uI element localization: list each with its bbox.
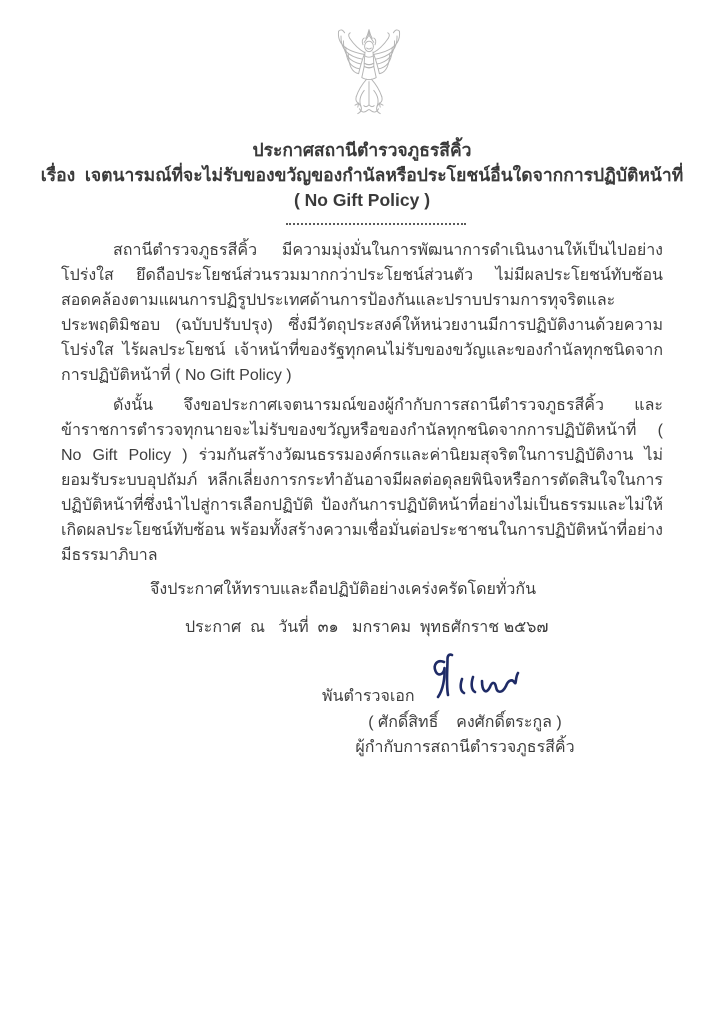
policy-name-en: ( No Gift Policy )	[293, 190, 431, 210]
closing-statement: จึงประกาศให้ทราบและถือปฏิบัติอย่างเคร่งครัดโดยทั่วกัน	[150, 581, 537, 598]
garuda-emblem-icon	[320, 28, 418, 132]
signer-position: ผู้กำกับการสถานีตำรวจภูธรสีคิ้ว	[355, 739, 575, 756]
dotted-separator	[286, 222, 466, 225]
signature-block	[0, 648, 724, 783]
paragraph-1: สถานีตำรวจภูธรสีคิ้ว มีความมุ่งมั่นในการพัฒนาการดำเนินงานให้เป็นไปอย่างโปร่งใส ยึดถือประโยชน์ส่วนรวมมากกว่าประโยชน์ส่วนตัว ไม่มีผลประโยชน์ทับซ้อน สอดคล้องตามแผนการปฏิรูปประเทศด้านการป้องกันและปราบปรามการทุจริตและประพฤติมิชอบ (ฉบับปรับปรุง) ซึ่งมีวัตถุประสงค์ให้หน่วยงานมีการปฏิบัติงานด้วยความโปร่งใส ไร้ผลประโยชน์ เจ้าหน้าที่ของรัฐทุกคนไม่รับของขวัญและของกำนัลทุกชนิดจากการปฏิบัติหน้าที่ ( No Gift Policy )	[61, 242, 663, 384]
handwritten-signature-icon	[424, 648, 524, 708]
paragraph-2: ดังนั้น จึงขอประกาศเจตนารมณ์ของผู้กำกับการสถานีตำรวจภูธรสีคิ้ว และข้าราชการตำรวจทุกนายจะไม่รับของขวัญหรือของกำนัลทุกชนิดจากการปฏิบัติหน้าที่ ( No Gift Policy ) ร่วมกันสร้างวัฒนธรรมองค์กรและค่านิยมสุจริตในการปฏิบัติงาน ไม่ยอมรับระบบอุปถัมภ์ หลีกเลี่ยงการกระทำอันอาจมีผลต่อดุลยพินิจหรือการตัดสินใจในการปฏิบัติหน้าที่ซึ่งนำไปสู่การเลือกปฏิบัติ ป้องกันการปฏิบัติหน้าที่อย่างไม่เป็นธรรมและไม่ให้เกิดผลประโยชน์ทับซ้อน พร้อมทั้งสร้างความเชื่อมั่นต่อประชาชนในการปฏิบัติหน้าที่อย่างมีธรรมาภิบาล	[61, 397, 663, 564]
title-block	[0, 138, 724, 213]
subject-line: เรื่อง เจตนารมณ์ที่จะไม่รับของขวัญของกำนัลหรือประโยชน์อื่นใดจากการปฏิบัติหน้าที่	[40, 165, 684, 185]
signer-name: ( ศักดิ์สิทธิ์ คงศักดิ์ตระกูล )	[368, 714, 562, 731]
document-body	[61, 238, 663, 568]
date-line: ประกาศ ณ วันที่ ๓๑ มกราคม พุทธศักราช ๒๕๖๗	[185, 619, 549, 636]
signer-rank: พันตำรวจเอก	[322, 688, 415, 705]
document-title: ประกาศสถานีตำรวจภูธรสีคิ้ว	[252, 140, 472, 160]
